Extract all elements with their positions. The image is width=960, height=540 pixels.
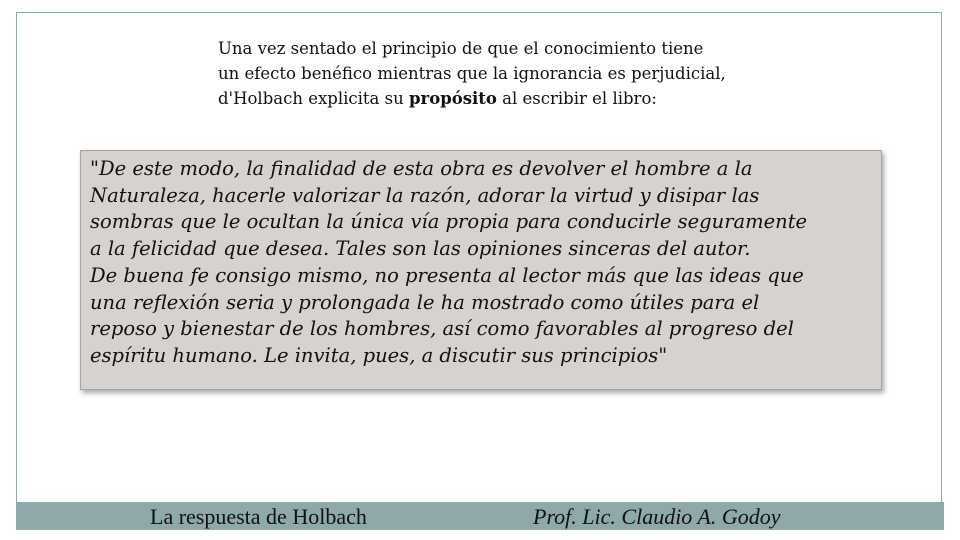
quote-line: una reflexión seria y prolongada le ha mostrado como útiles para el bbox=[90, 290, 760, 314]
quote-line: espíritu humano. Le invita, pues, a discutir sus principios" bbox=[90, 343, 668, 367]
intro-line-3-end: al escribir el libro: bbox=[496, 89, 657, 108]
intro-emphasis: propósito bbox=[408, 89, 497, 108]
footer-author: Prof. Lic. Claudio A. Godoy bbox=[533, 504, 781, 529]
intro-paragraph bbox=[218, 36, 818, 111]
quote-line: De buena fe consigo mismo, no presenta al lector más que las ideas que bbox=[90, 263, 804, 287]
quote-line: sombras que le ocultan la única vía propia para conducirle seguramente bbox=[90, 210, 808, 234]
quote-line: reposo y bienestar de los hombres, así como favorables al progreso del bbox=[90, 317, 794, 341]
intro-line-3 bbox=[218, 86, 818, 111]
quote-box bbox=[80, 150, 882, 390]
intro-line-1: Una vez sentado el principio de que el conocimiento tiene bbox=[218, 39, 704, 58]
intro-line-2: un efecto benéfico mientras que la ignorancia es perjudicial, bbox=[218, 64, 726, 83]
intro-line-3-start: d'Holbach explicita su bbox=[218, 89, 409, 108]
quote-line: Naturaleza, hacerle valorizar la razón, adorar la virtud y disipar las bbox=[90, 183, 760, 207]
quote-line: a la felicidad que desea. Tales son las opiniones sinceras del autor. bbox=[90, 237, 751, 261]
quote-line: "De este modo, la finalidad de esta obra es devolver el hombre a la bbox=[90, 157, 753, 180]
quote-text bbox=[90, 156, 875, 370]
footer-title: La respuesta de Holbach bbox=[150, 504, 367, 529]
